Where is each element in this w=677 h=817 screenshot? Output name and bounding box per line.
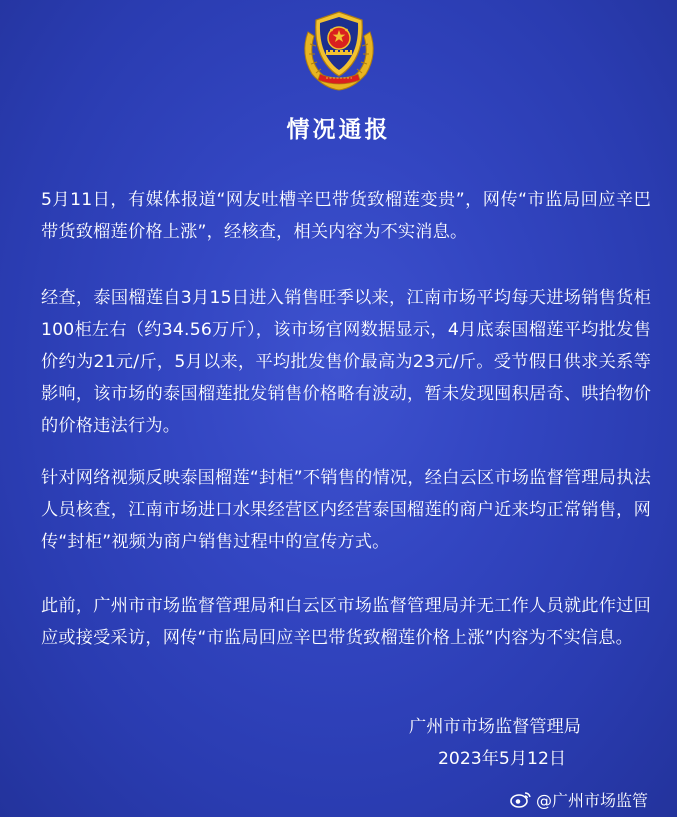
weibo-icon <box>510 790 532 808</box>
weibo-watermark <box>510 787 648 811</box>
paragraph-1: 5月11日，有媒体报道“网友吐槽辛巴带货致榴莲变贵”，网传“市监局回应辛巴带货致榴莲价格上涨”，经核查，相关内容为不实消息。 <box>41 190 651 242</box>
paragraph-2: 经查，泰国榴莲自3月15日进入销售旺季以来，江南市场平均每天进场销售货柜100柜左右（约34.56万斤），该市场官网数据显示，4月底泰国榴莲平均批发售价约为21元/斤，5月以来，平均批发售价最高为23元/斤。受节假日供求关系等影响，该市场的泰国榴莲批发销售价格略有波动，暂未发现囤积居奇、哄抬物价的价格违法行为。 <box>41 288 651 436</box>
paragraph-3: 针对网络视频反映泰国榴莲“封柜”不销售的情况，经白云区市场监督管理局执法人员核查，江南市场进口水果经营区内经营泰国榴莲的商户近来均正常销售，网传“封柜”视频为商户销售过程中的宣传方式。 <box>41 468 651 552</box>
notice-title: 情况通报 <box>286 117 391 143</box>
watermark-text: @广州市场监管 <box>536 790 649 810</box>
paragraph-4: 此前，广州市市场监督管理局和白云区市场监督管理局并无工作人员就此作过回应或接受采访，网传“市监局回应辛巴带货致榴莲价格上涨”内容为不实信息。 <box>41 596 651 648</box>
signature-date: 2023年5月12日 <box>438 749 567 769</box>
signature-organization: 广州市市场监督管理局 <box>409 717 581 737</box>
police-emblem-icon <box>298 8 380 92</box>
